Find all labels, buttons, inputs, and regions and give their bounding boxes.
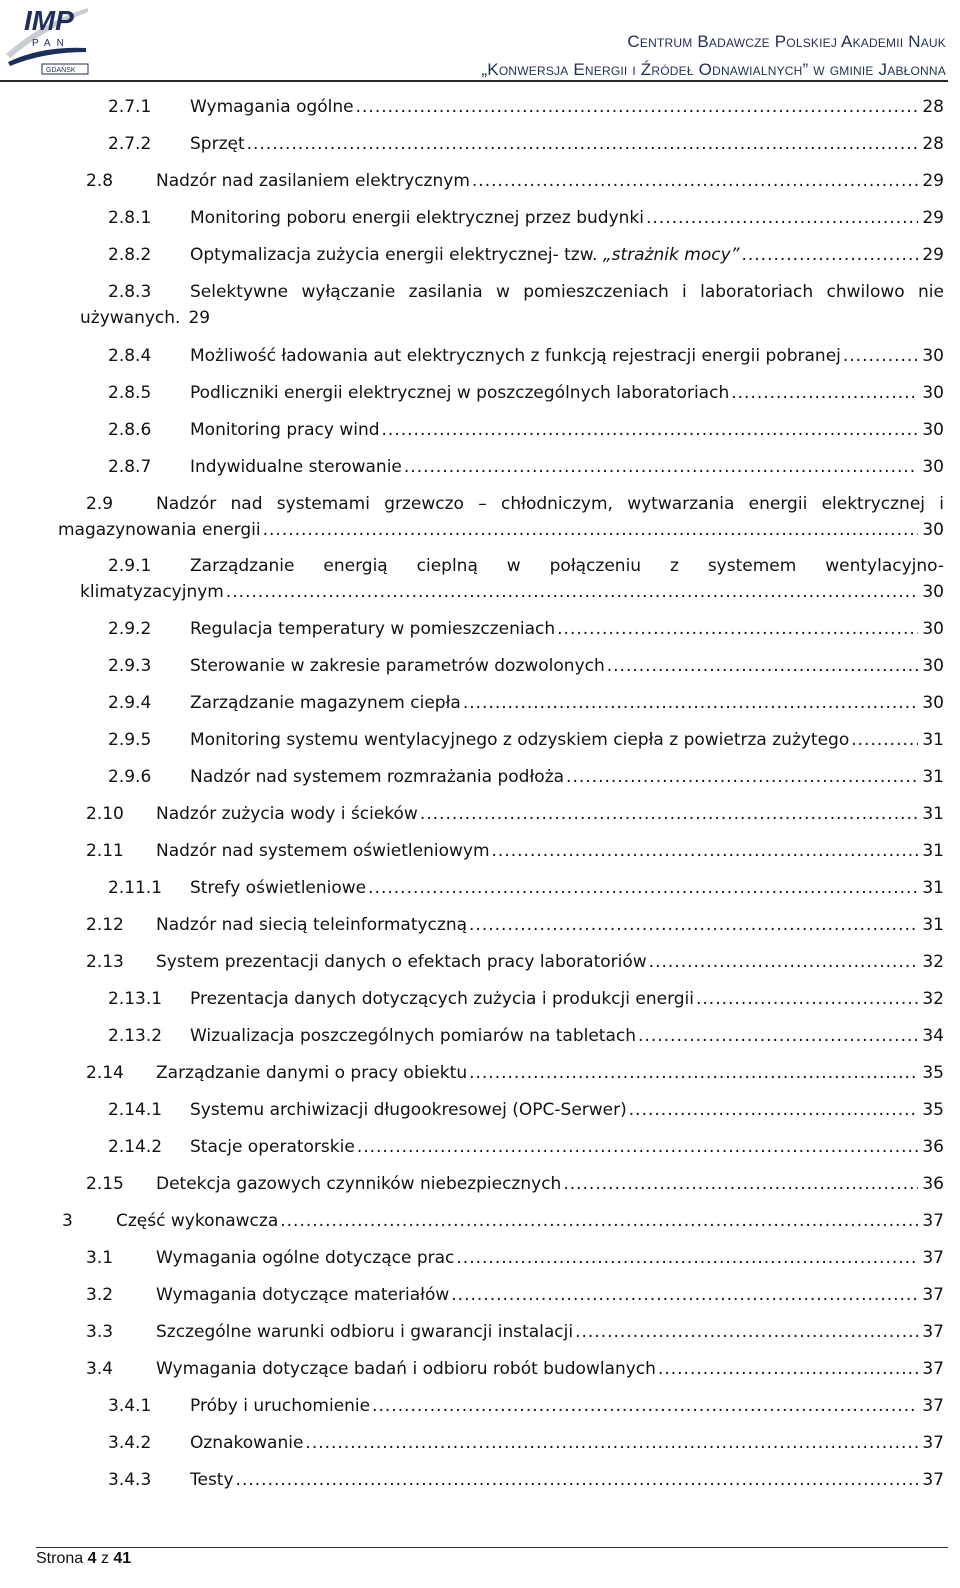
- toc-title-cont: klimatyzacyjnym: [80, 582, 224, 602]
- toc-page: 28: [922, 97, 944, 117]
- toc-title: Selektywne wyłączanie zasilania w pomieszczeniach i laboratoriach chwilowo nie: [190, 282, 944, 302]
- toc-number: 2.9.4: [108, 693, 152, 713]
- toc-number: 3.3: [86, 1322, 114, 1342]
- toc-page: 29: [188, 308, 211, 328]
- toc-title: Strefy oświetleniowe: [190, 878, 367, 898]
- footer-separator: z: [96, 1550, 114, 1567]
- toc-page: 30: [922, 457, 944, 477]
- toc-page: 31: [922, 730, 944, 750]
- toc-leader: [649, 949, 919, 975]
- header-line-2: „Konwersja Energii i Źródeł Odnawialnych” w gminie Jabłonna: [481, 60, 946, 79]
- toc-page: 35: [922, 1100, 944, 1120]
- toc-number: 2.12: [86, 915, 124, 935]
- footer-prefix: Strona: [36, 1550, 88, 1567]
- toc-number: 2.9.2: [108, 619, 152, 639]
- toc-number: 2.8.6: [108, 420, 152, 440]
- toc-number: 3.2: [86, 1285, 114, 1305]
- toc-leader: [236, 1467, 919, 1493]
- toc-title: Monitoring pracy wind: [190, 420, 380, 440]
- toc-page: 31: [922, 841, 944, 861]
- toc-page: 31: [922, 878, 944, 898]
- toc-leader: [629, 1097, 919, 1123]
- toc-title: Nadzór zużycia wody i ścieków: [156, 804, 418, 824]
- toc-leader: [356, 94, 919, 120]
- toc-title: Zarządzanie danymi o pracy obiektu: [156, 1063, 468, 1083]
- toc-leader: [607, 653, 919, 679]
- toc-number: 2.8.3: [108, 282, 152, 302]
- toc-number: 3.4: [86, 1359, 114, 1379]
- toc-title: Optymalizacja zużycia energii elektrycznej- tzw.: [190, 245, 603, 265]
- toc-number: 2.10: [86, 804, 124, 824]
- toc-title: Testy: [190, 1470, 234, 1490]
- toc-number: 2.14.1: [108, 1100, 163, 1120]
- toc-title: Nadzór nad systemem oświetleniowym: [156, 841, 490, 861]
- toc-number: 2.11: [86, 841, 124, 861]
- toc-leader: [305, 1430, 918, 1456]
- toc-title: Regulacja temperatury w pomieszczeniach: [190, 619, 556, 639]
- current-page-number: 4: [87, 1550, 97, 1567]
- toc-page: 31: [922, 915, 944, 935]
- toc-leader: [557, 616, 918, 642]
- toc-title: Indywidualne sterowanie: [190, 457, 402, 477]
- toc-number: 2.7.1: [108, 97, 152, 117]
- toc-leader: [456, 1245, 918, 1271]
- toc-leader: [646, 205, 918, 231]
- toc-number: 2.13.2: [108, 1026, 163, 1046]
- toc-page: 29: [922, 208, 944, 228]
- header-divider: [0, 80, 948, 82]
- toc-title: Monitoring poboru energii elektrycznej przez budynki: [190, 208, 644, 228]
- toc-number: 2.13.1: [108, 989, 163, 1009]
- toc-page: 34: [922, 1026, 944, 1046]
- header-title: [481, 28, 946, 84]
- toc-number: 3.4.2: [108, 1433, 152, 1453]
- toc-title: Zarządzanie magazynem ciepła: [190, 693, 461, 713]
- toc-page: 31: [922, 804, 944, 824]
- toc-page: 29: [922, 171, 944, 191]
- toc-page: 37: [922, 1359, 944, 1379]
- toc-page: 30: [922, 383, 944, 403]
- toc-title-emphasis: „strażnik mocy”: [602, 245, 740, 265]
- toc-number: 3.1: [86, 1248, 114, 1268]
- toc-page: 32: [922, 952, 944, 972]
- toc-leader: [658, 1356, 918, 1382]
- toc-title: Nadzór nad systemem rozmrażania podłoża: [190, 767, 565, 787]
- toc-number: 2.9.5: [108, 730, 152, 750]
- footer-divider: [36, 1547, 948, 1548]
- toc-title: Wymagania ogólne dotyczące prac: [156, 1248, 455, 1268]
- toc-title-cont: magazynowania energii: [58, 520, 261, 540]
- toc-leader: [731, 380, 918, 406]
- imp-pan-logo: [2, 2, 92, 76]
- toc-leader: [451, 1282, 918, 1308]
- toc-number: 2.9: [86, 494, 114, 514]
- toc-page: 30: [922, 582, 944, 602]
- toc-page: 37: [922, 1285, 944, 1305]
- toc-number: 3.4.3: [108, 1470, 152, 1490]
- toc-title: Stacje operatorskie: [190, 1137, 355, 1157]
- toc-leader: [575, 1319, 918, 1345]
- toc-page: 37: [922, 1322, 944, 1342]
- toc-leader: [851, 727, 918, 753]
- toc-page: 31: [922, 767, 944, 787]
- toc-title-cont: używanych.: [80, 308, 181, 328]
- toc-title: Prezentacja danych dotyczących zużycia i produkcji energii: [190, 989, 694, 1009]
- svg-text:IMP: IMP: [24, 5, 74, 36]
- toc-title: Detekcja gazowych czynników niebezpiecznych: [156, 1174, 562, 1194]
- toc-leader: [372, 1393, 918, 1419]
- toc-leader: [566, 764, 918, 790]
- toc-number: 2.8.5: [108, 383, 152, 403]
- toc-entry[interactable]: [80, 279, 944, 331]
- toc-leader: [368, 875, 918, 901]
- toc-title: Wizualizacja poszczególnych pomiarów na tabletach: [190, 1026, 637, 1046]
- toc-number: 2.8.4: [108, 346, 152, 366]
- toc-title: Część wykonawcza: [116, 1211, 279, 1231]
- toc-number: 2.8.1: [108, 208, 152, 228]
- toc-title: Szczególne warunki odbioru i gwarancji instalacji: [156, 1322, 574, 1342]
- header-line-1: Centrum Badawcze Polskiej Akademii Nauk: [627, 32, 946, 51]
- toc-title: Wymagania dotyczące badań i odbioru robót budowlanych: [156, 1359, 656, 1379]
- page-footer: [36, 1550, 131, 1568]
- toc-page: 32: [922, 989, 944, 1009]
- toc-title: Systemu archiwizacji długookresowej (OPC-Serwer): [190, 1100, 627, 1120]
- toc-leader: [843, 343, 918, 369]
- toc-page: 30: [922, 520, 944, 540]
- toc-number: 2.9.1: [108, 556, 152, 576]
- toc-page: 30: [922, 420, 944, 440]
- toc-page: 30: [922, 656, 944, 676]
- toc-title: Nadzór nad zasilaniem elektrycznym: [156, 171, 470, 191]
- toc-leader: [247, 131, 919, 157]
- page-header: [0, 0, 960, 84]
- toc-leader: [263, 517, 919, 543]
- toc-title: Wymagania ogólne: [190, 97, 354, 117]
- toc-leader: [741, 242, 918, 268]
- toc-title: System prezentacji danych o efektach pracy laboratoriów: [156, 952, 647, 972]
- toc-number: 2.14.2: [108, 1137, 163, 1157]
- toc-entry[interactable]: [80, 553, 944, 605]
- toc-page: 37: [922, 1396, 944, 1416]
- svg-text:GDAŃSK: GDAŃSK: [46, 67, 76, 74]
- toc-title: Zarządzanie energią cieplną w połączeniu z systemem wentylacyjno-: [190, 556, 944, 576]
- toc-leader: [469, 1060, 918, 1086]
- toc-title: Sterowanie w zakresie parametrów dozwolonych: [190, 656, 605, 676]
- toc-page: 37: [922, 1248, 944, 1268]
- toc-leader: [280, 1208, 918, 1234]
- toc-leader: [382, 417, 919, 443]
- toc-page: 30: [922, 619, 944, 639]
- toc-number: 2.15: [86, 1174, 124, 1194]
- toc-number: 2.8: [86, 171, 114, 191]
- toc-page: 28: [922, 134, 944, 154]
- toc-title: Sprzęt: [190, 134, 245, 154]
- toc-page: 37: [922, 1470, 944, 1490]
- toc-number: 2.9.3: [108, 656, 152, 676]
- toc-leader: [226, 579, 918, 605]
- toc-leader: [696, 986, 918, 1012]
- toc-leader: [638, 1023, 918, 1049]
- toc-leader: [404, 454, 918, 480]
- toc-page: 35: [922, 1063, 944, 1083]
- toc-leader: [563, 1171, 918, 1197]
- toc-number: 2.14: [86, 1063, 124, 1083]
- toc-title: Nadzór nad siecią teleinformatyczną: [156, 915, 468, 935]
- svg-text:PAN: PAN: [32, 38, 70, 49]
- toc-number: 3.4.1: [108, 1396, 152, 1416]
- toc-entry[interactable]: [58, 491, 944, 543]
- toc-number: 3: [62, 1211, 73, 1231]
- toc-title: Oznakowanie: [190, 1433, 304, 1453]
- toc-title: Podliczniki energii elektrycznej w poszczególnych laboratoriach: [190, 383, 730, 403]
- toc-page: 37: [922, 1211, 944, 1231]
- toc-page: 37: [922, 1433, 944, 1453]
- toc-page: 36: [922, 1174, 944, 1194]
- toc-page: 29: [922, 245, 944, 265]
- toc-number: 2.8.2: [108, 245, 152, 265]
- total-page-count: 41: [113, 1550, 132, 1567]
- toc-title: Nadzór nad systemami grzewczo – chłodniczym, wytwarzania energii elektrycznej i: [156, 494, 944, 514]
- toc-number: 2.13: [86, 952, 124, 972]
- toc-leader: [492, 838, 919, 864]
- toc-page: 36: [922, 1137, 944, 1157]
- toc-leader: [357, 1134, 919, 1160]
- toc-number: 2.7.2: [108, 134, 152, 154]
- toc-page: 30: [922, 346, 944, 366]
- toc-leader: [420, 801, 919, 827]
- toc-number: 2.11.1: [108, 878, 163, 898]
- toc-page: 30: [922, 693, 944, 713]
- toc-leader: [469, 912, 918, 938]
- toc-leader: [472, 168, 918, 194]
- toc-title: Wymagania dotyczące materiałów: [156, 1285, 450, 1305]
- toc-title: Monitoring systemu wentylacyjnego z odzyskiem ciepła z powietrza zużytego: [190, 730, 850, 750]
- toc-number: 2.8.7: [108, 457, 152, 477]
- toc-title: Możliwość ładowania aut elektrycznych z funkcją rejestracji energii pobranej: [190, 346, 841, 366]
- toc-number: 2.9.6: [108, 767, 152, 787]
- toc-leader: [463, 690, 919, 716]
- toc-title: Próby i uruchomienie: [190, 1396, 371, 1416]
